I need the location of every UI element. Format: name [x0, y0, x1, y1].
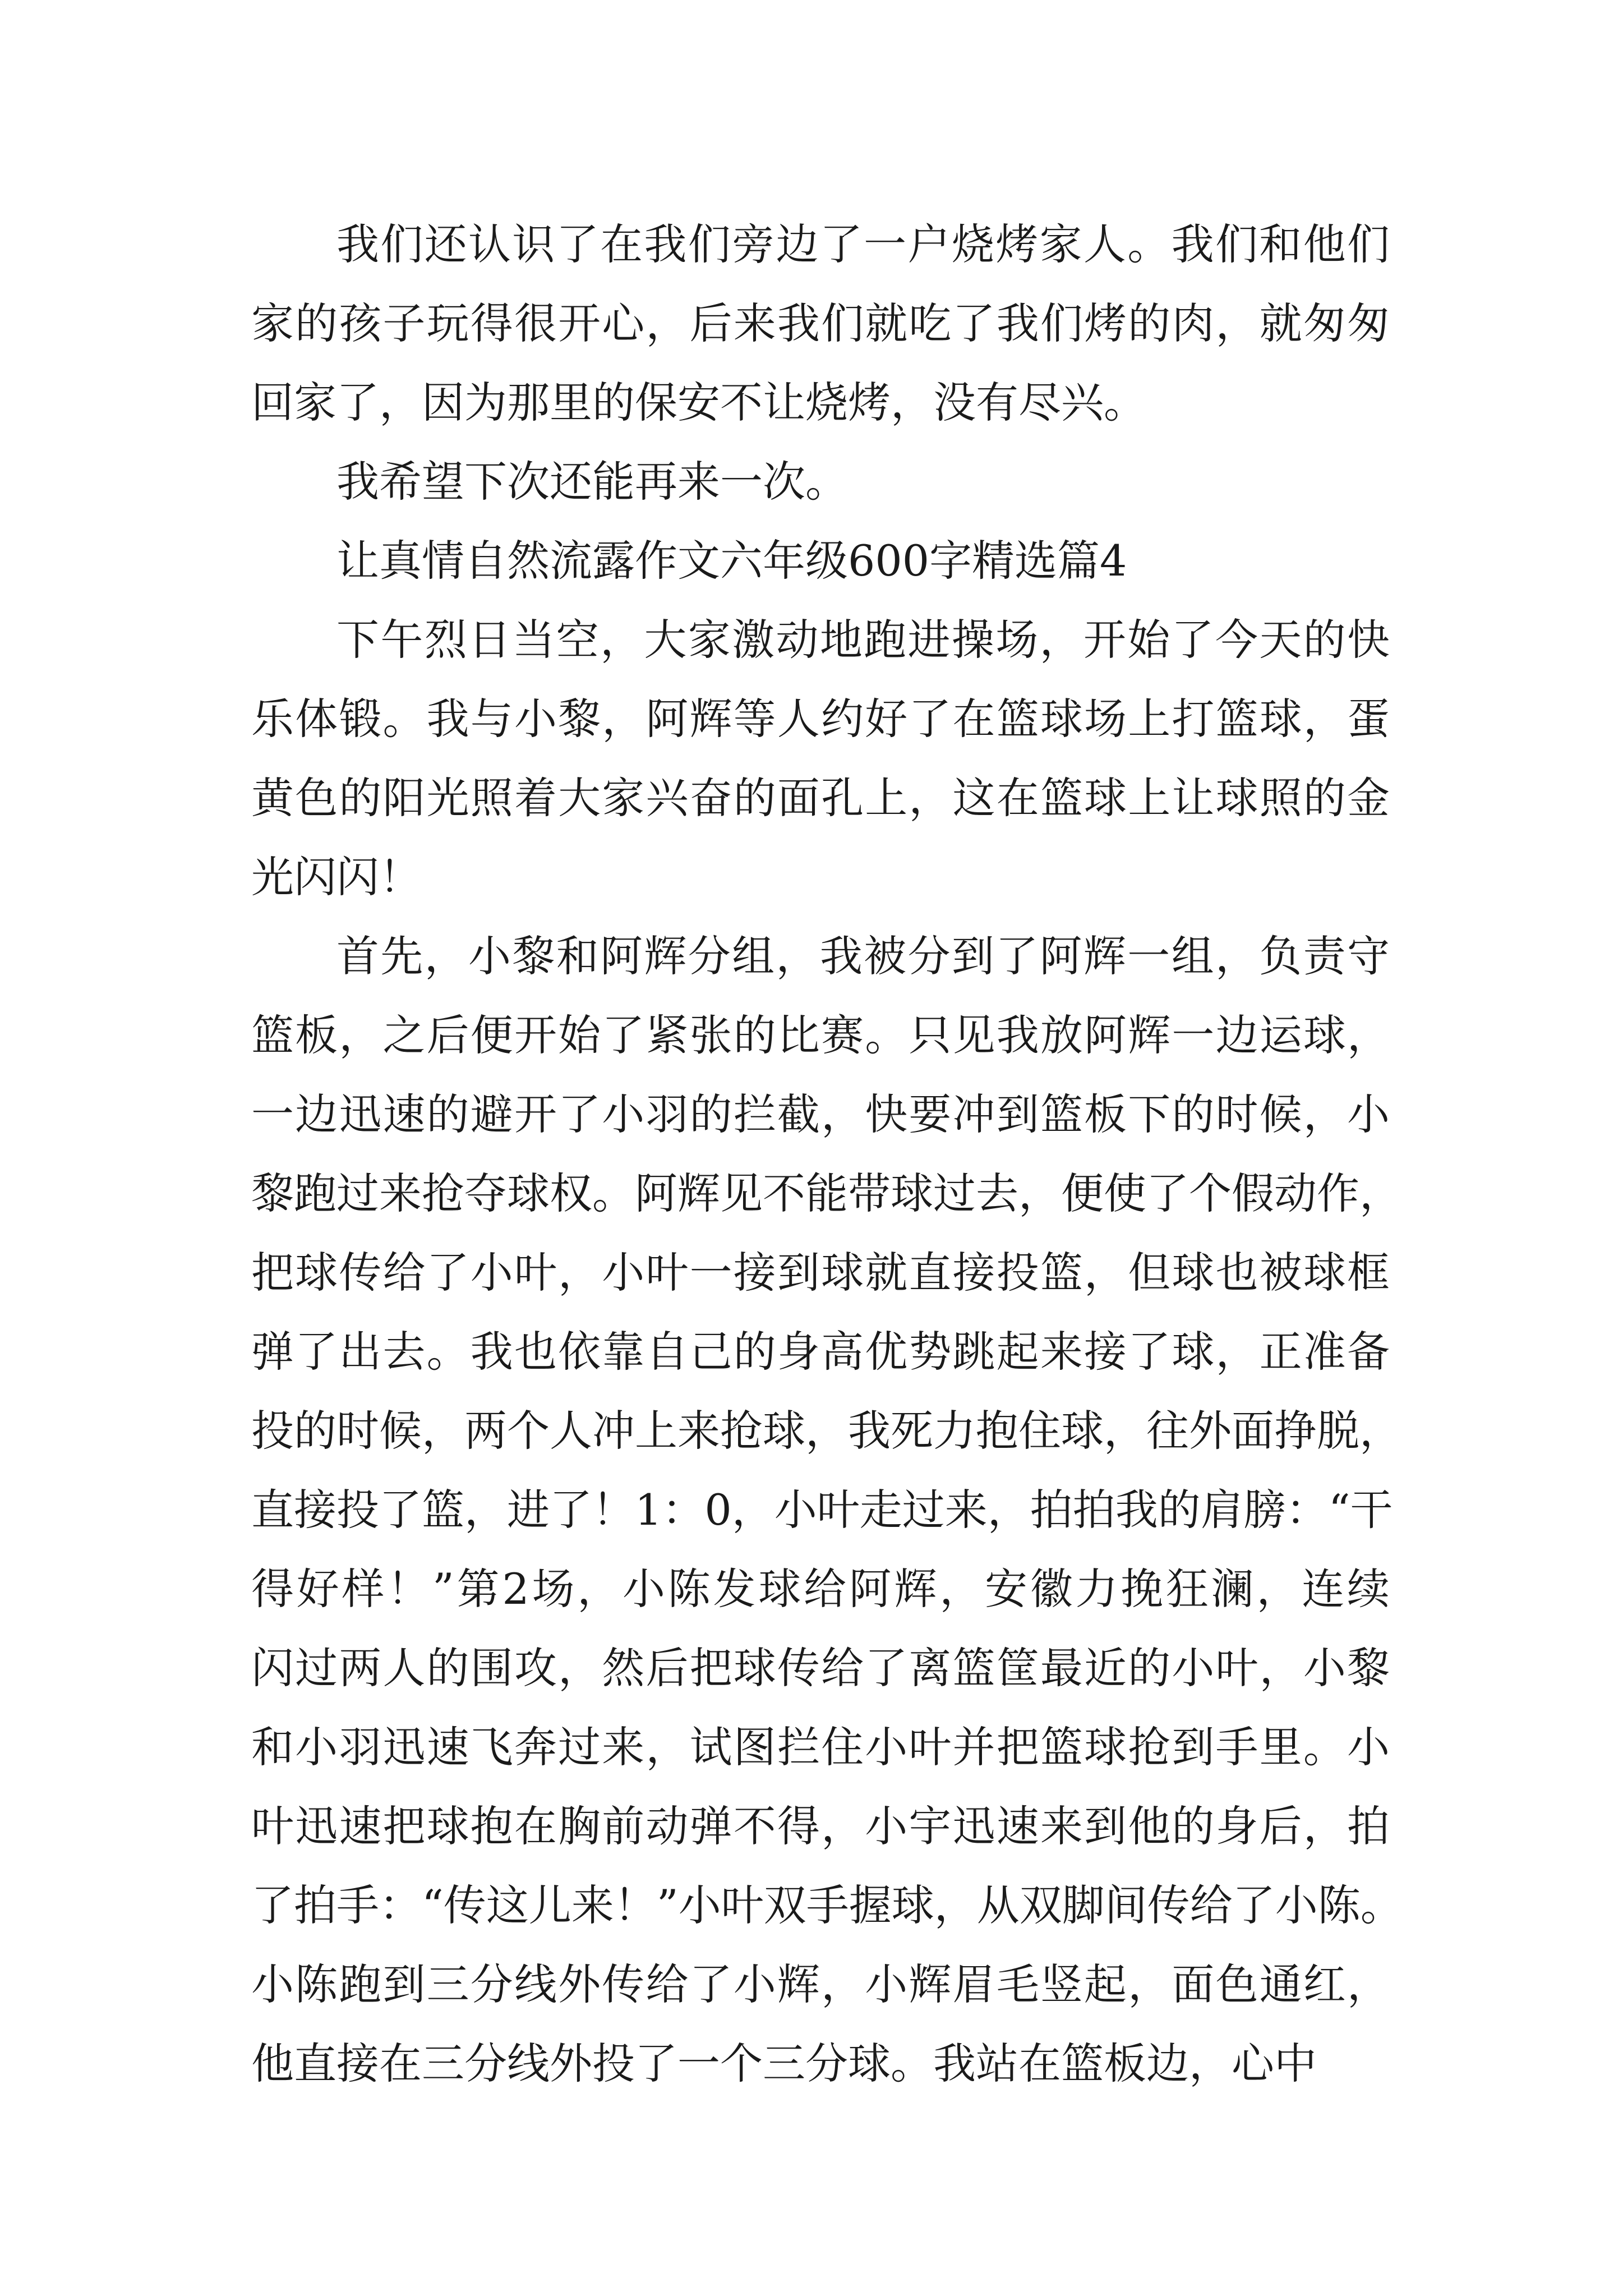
paragraph — [251, 917, 1403, 2103]
text-line: 乐体锻。我与小黎，阿辉等人约好了在篮球场上打篮球，蛋 — [251, 694, 1390, 744]
text-line: 弹了出去。我也依靠自己的身高优势跳起来接了球，正准备 — [251, 1327, 1390, 1377]
heading-line: 让真情自然流露作文六年级600字精选篇4 — [336, 536, 1127, 586]
paragraph — [251, 600, 1390, 917]
text-line: 回家了，因为那里的保安不让烧烤，没有尽兴。 — [251, 378, 1146, 427]
text-line: 首先，小黎和阿辉分组，我被分到了阿辉一组，负责守 — [336, 931, 1390, 981]
text-line: 篮板，之后便开始了紧张的比赛。只见我放阿辉一边运球， — [251, 1010, 1390, 1060]
text-line: 下午烈日当空，大家激动地跑进操场，开始了今天的快 — [336, 615, 1390, 665]
text-line: 光闪闪！ — [251, 852, 422, 902]
text-line: 和小羽迅速飞奔过来，试图拦住小叶并把篮球抢到手里。小 — [251, 1722, 1390, 1772]
paragraph — [251, 205, 1390, 442]
text-line: 投的时候，两个人冲上来抢球，我死力抱住球，往外面挣脱， — [251, 1406, 1402, 1456]
paragraph — [251, 442, 1390, 521]
text-line: 一边迅速的避开了小羽的拦截，快要冲到篮板下的时候，小 — [251, 1089, 1390, 1139]
text-line: 小陈跑到三分线外传给了小辉，小辉眉毛竖起，面色通红， — [251, 1959, 1390, 2009]
text-line: 直接投了篮，进了！1：0，小叶走过来，拍拍我的肩膀：“干 — [251, 1485, 1393, 1535]
text-line: 叶迅速把球抱在胸前动弹不得，小宇迅速来到他的身后，拍 — [251, 1801, 1390, 1851]
text-line: 我们还认识了在我们旁边了一户烧烤家人。我们和他们 — [336, 219, 1390, 269]
text-line: 把球传给了小叶，小叶一接到球就直接投篮，但球也被球框 — [251, 1248, 1390, 1297]
text-line: 闪过两人的围攻，然后把球传给了离篮筐最近的小叶，小黎 — [251, 1643, 1390, 1693]
text-line: 我希望下次还能再来一次。 — [336, 457, 848, 507]
text-line: 了拍手：“传这儿来！”小叶双手握球，从双脚间传给了小陈。 — [251, 1880, 1403, 1930]
section-heading — [251, 521, 1390, 600]
text-line: 家的孩子玩得很开心，后来我们就吃了我们烤的肉，就匆匆 — [251, 298, 1390, 348]
text-line: 黄色的阳光照着大家兴奋的面孔上，这在篮球上让球照的金 — [251, 773, 1390, 823]
text-line: 他直接在三分线外投了一个三分球。我站在篮板边，心中 — [251, 2039, 1317, 2088]
text-line: 得好样！”第2场，小陈发球给阿辉，安徽力挽狂澜，连续 — [251, 1564, 1390, 1614]
document-body — [251, 205, 1403, 2103]
text-line: 黎跑过来抢夺球权。阿辉见不能带球过去，便使了个假动作， — [251, 1168, 1402, 1218]
